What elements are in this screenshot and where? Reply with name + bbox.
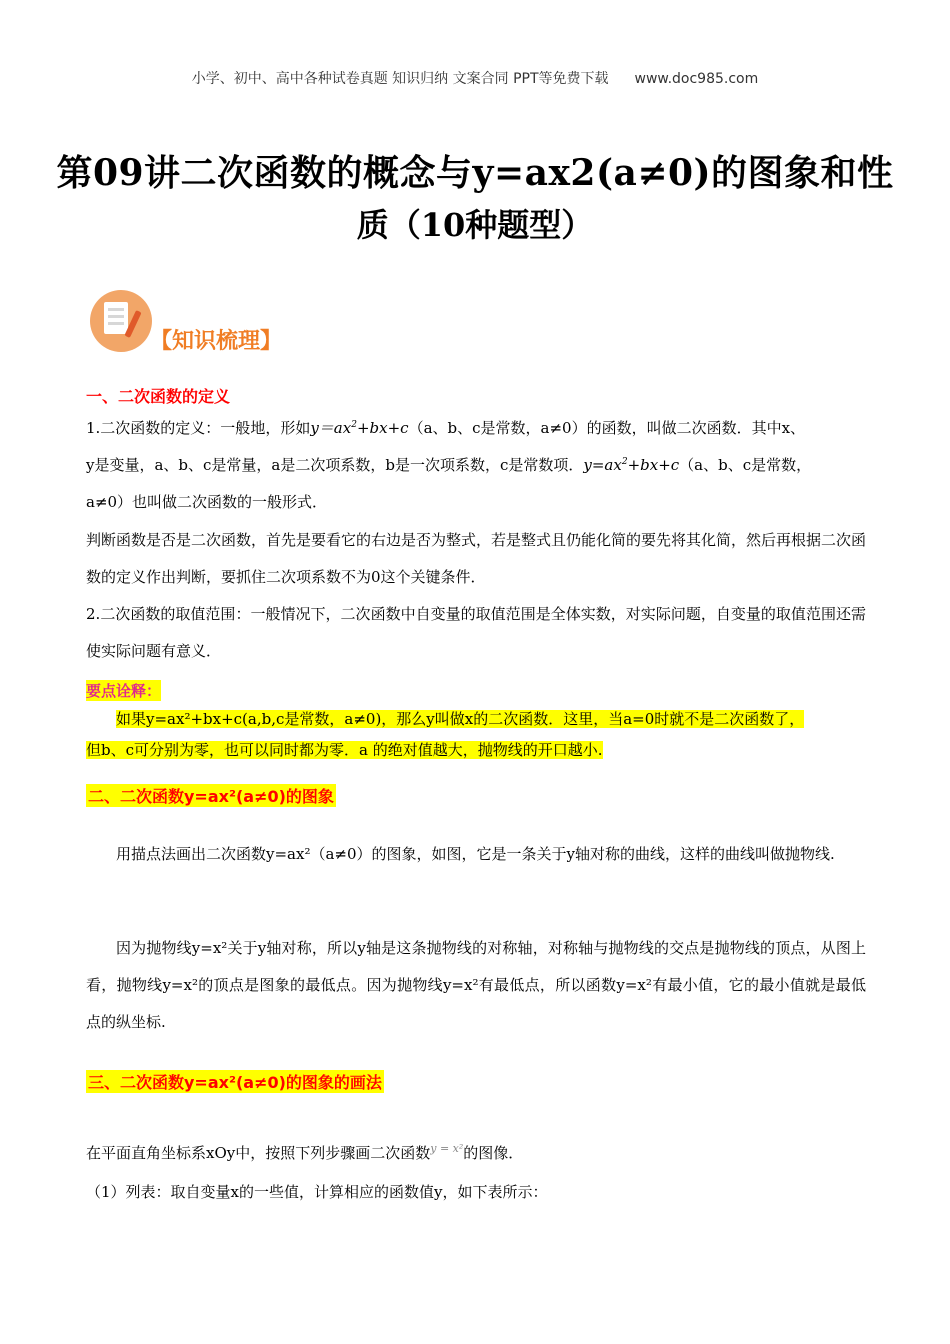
- section3-para2: （1）列表：取自变量x的一些值，计算相应的函数值y，如下表所示：: [86, 1183, 548, 1201]
- section2-heading: 二、二次函数y=ax²(a≠0)的图象: [86, 784, 336, 807]
- section3-para1: 在平面直角坐标系xOy中，按照下列步骤画二次函数$^{y = x^2}$的图像．: [86, 1142, 524, 1162]
- formula-y-equals-x-squared: y = x²: [430, 1142, 464, 1155]
- section2-para1: 用描点法画出二次函数y=ax²（a≠0）的图象，如图，它是一条关于y轴对称的曲线，这样的曲线叫做抛物线.: [116, 845, 835, 863]
- page-title-line1: 第09讲二次函数的概念与y=ax2(a≠0)的图象和性: [56, 152, 894, 194]
- section1-heading: 一、二次函数的定义: [86, 387, 231, 406]
- page-title-line2: 质（10种题型）: [356, 206, 594, 244]
- key-points-line1: 如果y=ax²+bx+c(a,b,c是常数，a≠0)，那么y叫做x的二次函数．这里，当a=0时就不是二次函数了，: [116, 710, 805, 728]
- key-points-line2: 但b、c可分别为零，也可以同时都为零．a 的绝对值越大，抛物线的开口越小.: [86, 741, 603, 759]
- notebook-icon: [90, 290, 152, 352]
- section3-heading: 三、二次函数y=ax²(a≠0)的图象的画法: [86, 1070, 384, 1093]
- key-points-label: 要点诠释：: [86, 682, 162, 700]
- section1-para2: 判断函数是否是二次函数，首先是要看它的右边是否为整式，若是整式且仍能化简的要先将其化简，然后再根据二次函数的定义作出判断，要抓住二次项系数不为0这个关键条件．: [86, 531, 867, 586]
- section2-para2: 因为抛物线y=x²关于y轴对称，所以y轴是这条抛物线的对称轴，对称轴与抛物线的交点是抛物线的顶点，从图上看，抛物线y=x²的顶点是图象的最低点。因为抛物线y=x²有最低点，所以函数y=x²有最小值，它的最小值就是最低点的纵坐标.: [86, 939, 866, 1031]
- section1-para3: 2.二次函数的取值范围：一般情况下，二次函数中自变量的取值范围是全体实数，对实际问题，自变量的取值范围还需使实际问题有意义．: [86, 605, 866, 660]
- header-site-link[interactable]: www.doc985.com: [634, 71, 759, 87]
- page-header: [0, 68, 950, 88]
- key-points-block: [86, 704, 870, 766]
- header-text: 小学、初中、高中各种试卷真题 知识归纳 文案合同 PPT等免费下载: [191, 71, 609, 87]
- knowledge-heading: 【知识梳理】: [150, 329, 283, 354]
- section1-para1: 1.二次函数的定义：一般地，形如$y=ax^2+bx+c(a$、b、c是常数，a≠0）的函数，叫做二次函数．其中x、 y是变量，a、b、c是常量，a是二次项系数，b是一次项系数，c是常数项．$y=ax^2+bx+c(a$、b、c是常数， a≠0）也叫做二次函数的一般形式．: [86, 419, 812, 511]
